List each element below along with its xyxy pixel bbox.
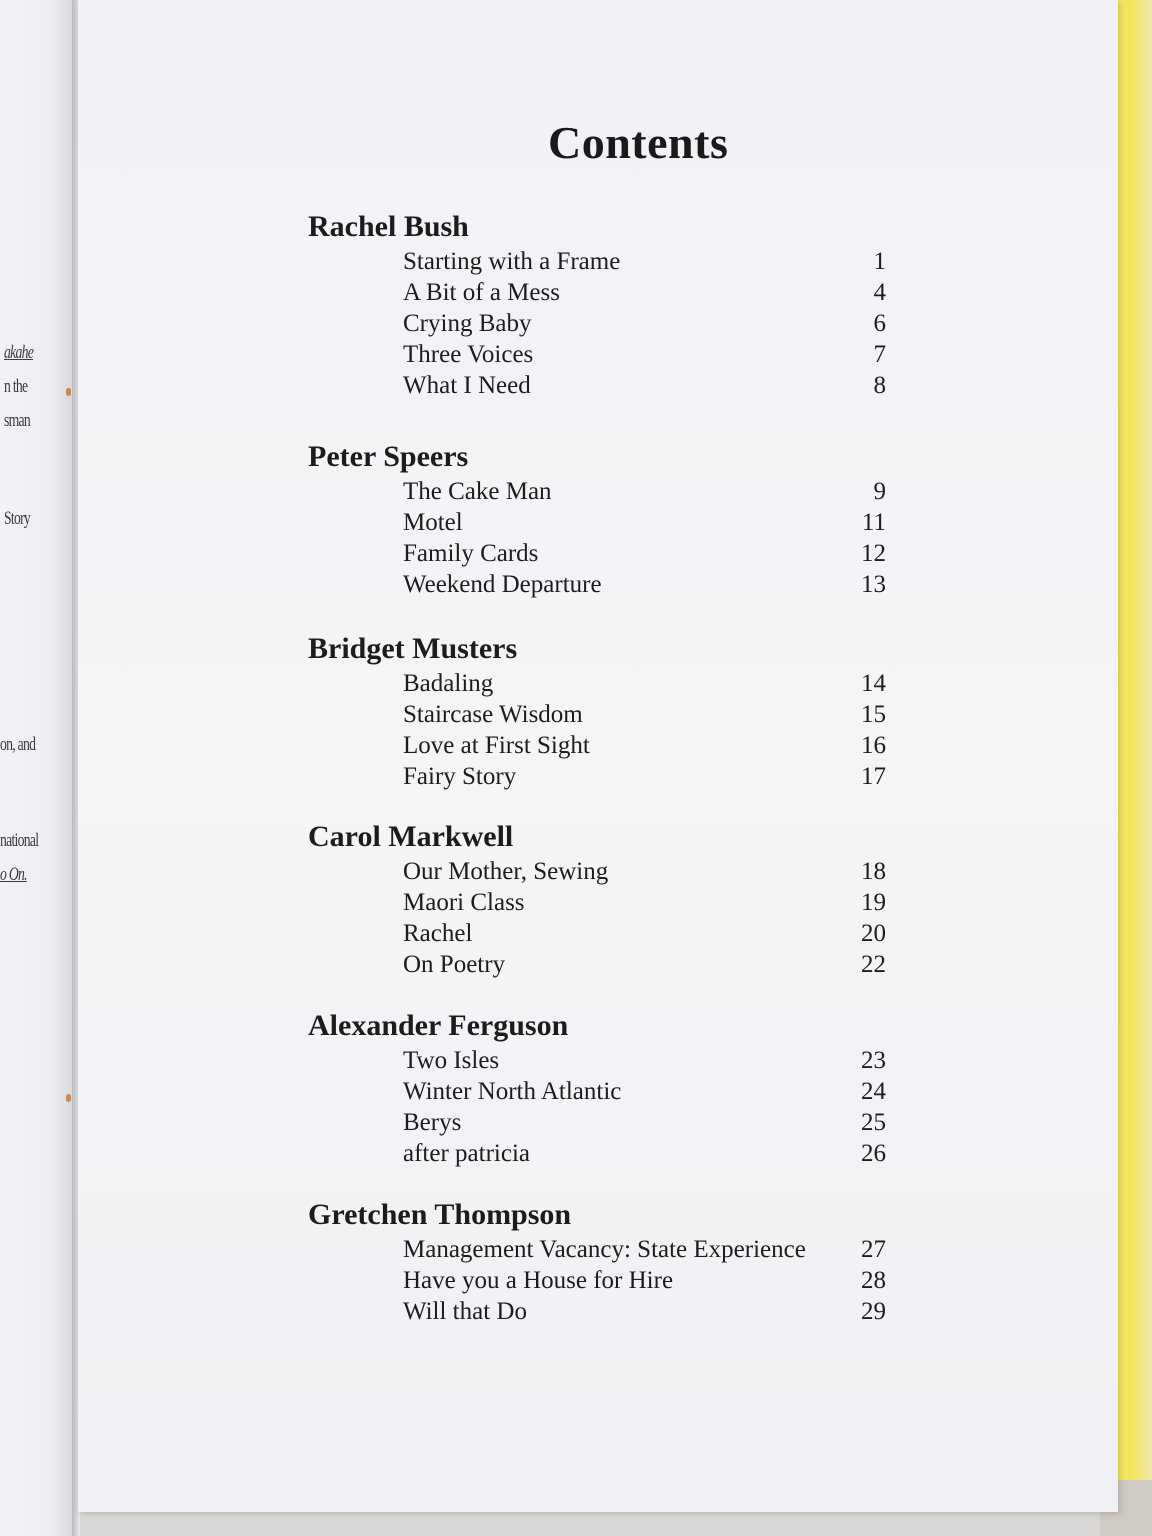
entry-title: Two Isles	[403, 1047, 500, 1074]
entry-title: Love at First Sight	[403, 732, 590, 759]
entry-page-number: 6	[873, 310, 886, 337]
author-section	[308, 1196, 908, 1327]
toc-entry	[308, 1265, 908, 1296]
entry-title: Will that Do	[403, 1298, 527, 1325]
author-section	[308, 208, 908, 401]
entry-title: Motel	[403, 509, 463, 536]
entry-page-number: 1	[873, 248, 886, 275]
entry-title: Starting with a Frame	[403, 248, 621, 275]
entry-title: Winter North Atlantic	[403, 1078, 622, 1105]
entry-title: Three Voices	[403, 341, 534, 368]
toc-entry	[308, 246, 908, 277]
toc-entry	[308, 1107, 908, 1138]
author-section	[308, 630, 908, 792]
toc-entry	[308, 1076, 908, 1107]
binding-mark	[66, 388, 71, 396]
toc-entry	[308, 761, 908, 792]
entry-title: Weekend Departure	[403, 571, 602, 598]
binding-mark	[66, 1094, 71, 1102]
entry-page-number: 18	[861, 858, 886, 885]
toc-entry	[308, 476, 908, 507]
author-name: Bridget Musters	[308, 632, 518, 665]
left-page-text-fragment: sman	[4, 410, 30, 431]
entry-page-number: 25	[861, 1109, 886, 1136]
toc-entry	[308, 730, 908, 761]
toc-entry	[308, 1234, 908, 1265]
entry-page-number: 12	[861, 540, 886, 567]
left-page-text-fragment: akahe	[4, 342, 34, 363]
toc-entry	[308, 538, 908, 569]
left-page-text-fragment: n the	[4, 376, 28, 397]
entry-title: Have you a House for Hire	[403, 1267, 674, 1294]
entry-title: What I Need	[403, 372, 531, 399]
entry-page-number: 19	[861, 889, 886, 916]
author-name: Alexander Ferguson	[308, 1009, 569, 1042]
toc-entry	[308, 1138, 908, 1169]
toc-entry	[308, 887, 908, 918]
previous-page-edge	[0, 0, 74, 1536]
toc-entry	[308, 856, 908, 887]
toc-entry	[308, 918, 908, 949]
toc-entry	[308, 569, 908, 600]
left-page-text-fragment: o On.	[0, 864, 27, 885]
entry-page-number: 15	[861, 701, 886, 728]
author-name: Carol Markwell	[308, 820, 514, 853]
author-name: Peter Speers	[308, 440, 469, 473]
entry-page-number: 16	[861, 732, 886, 759]
entry-page-number: 13	[861, 571, 886, 598]
entry-page-number: 8	[873, 372, 886, 399]
toc-entry	[308, 277, 908, 308]
author-section	[308, 1007, 908, 1169]
toc-entry	[308, 1296, 908, 1327]
entry-page-number: 29	[861, 1298, 886, 1325]
toc-entry	[308, 699, 908, 730]
entry-title: The Cake Man	[403, 478, 552, 505]
entry-page-number: 7	[873, 341, 886, 368]
toc-entry	[308, 1045, 908, 1076]
contents-page	[78, 0, 1118, 1512]
toc-entry	[308, 949, 908, 980]
entry-title: after patricia	[403, 1140, 530, 1167]
author-section	[308, 818, 908, 980]
entry-title: Staircase Wisdom	[403, 701, 583, 728]
entry-title: On Poetry	[403, 951, 506, 978]
entry-title: Crying Baby	[403, 310, 532, 337]
entry-title: Badaling	[403, 670, 494, 697]
entry-title: Berys	[403, 1109, 462, 1136]
entry-title: Fairy Story	[403, 763, 517, 790]
entry-page-number: 14	[861, 670, 886, 697]
entry-title: Family Cards	[403, 540, 539, 567]
entry-title: A Bit of a Mess	[403, 279, 560, 306]
entry-page-number: 23	[861, 1047, 886, 1074]
author-name: Rachel Bush	[308, 210, 469, 243]
left-page-text-fragment: national	[0, 830, 39, 851]
toc-entry	[308, 339, 908, 370]
toc-entry	[308, 308, 908, 339]
entry-title: Maori Class	[403, 889, 525, 916]
left-page-text-fragment: on, and	[0, 734, 36, 755]
entry-page-number: 22	[861, 951, 886, 978]
toc-entry	[308, 668, 908, 699]
toc-entry	[308, 370, 908, 401]
author-name: Gretchen Thompson	[308, 1198, 572, 1231]
page-title: Contents	[548, 117, 729, 168]
entry-title: Rachel	[403, 920, 473, 947]
left-page-text-fragment: Story	[4, 508, 31, 529]
entry-page-number: 20	[861, 920, 886, 947]
entry-page-number: 11	[861, 509, 886, 536]
author-section	[308, 438, 908, 600]
entry-page-number: 17	[861, 763, 886, 790]
entry-page-number: 26	[861, 1140, 886, 1167]
entry-title: Management Vacancy: State Experience	[403, 1236, 806, 1263]
entry-page-number: 27	[861, 1236, 886, 1263]
toc-entry	[308, 507, 908, 538]
entry-page-number: 24	[861, 1078, 886, 1105]
entry-page-number: 4	[873, 279, 886, 306]
entry-page-number: 9	[873, 478, 886, 505]
entry-page-number: 28	[861, 1267, 886, 1294]
entry-title: Our Mother, Sewing	[403, 858, 609, 885]
